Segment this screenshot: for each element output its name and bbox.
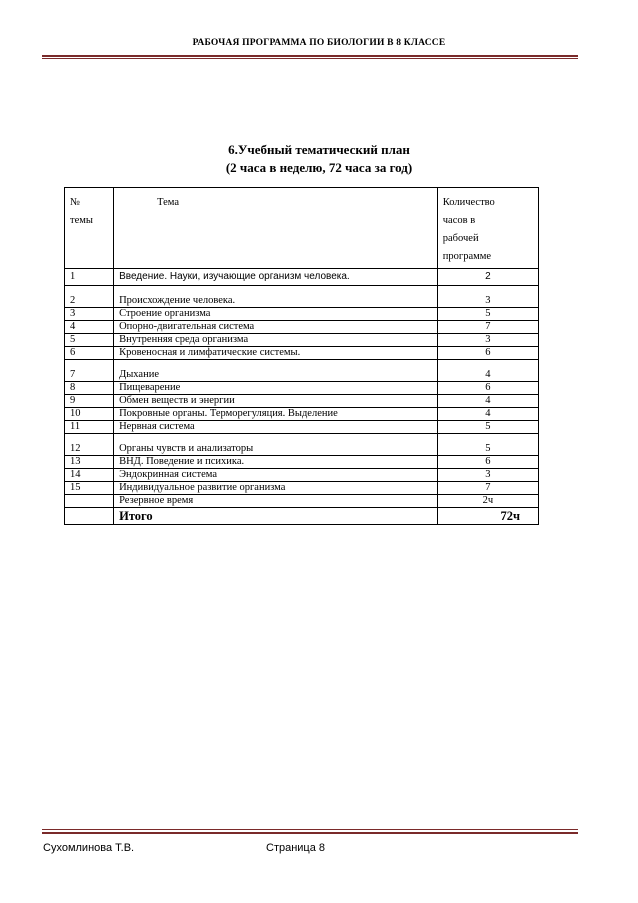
row-hours: 5 (437, 443, 538, 456)
row-hours: 2ч (437, 495, 538, 508)
row-num: 10 (65, 408, 114, 421)
row-topic: Резервное время (114, 495, 438, 508)
row-topic: Строение организма (114, 308, 438, 321)
row-num (65, 495, 114, 508)
table-row (65, 456, 539, 469)
row-topic: Эндокринная система (114, 469, 438, 482)
row-hours: 6 (437, 382, 538, 395)
header-topic-cell (114, 188, 438, 269)
row-topic: Пищеварение (114, 382, 438, 395)
row-hours: 6 (437, 456, 538, 469)
row-hours: 7 (437, 482, 538, 495)
table-row (65, 443, 539, 456)
header-topic: Тема (157, 197, 180, 208)
table-row (65, 369, 539, 382)
row-num: 4 (65, 321, 114, 334)
row-topic: Обмен веществ и энергии (114, 395, 438, 408)
row-num: 11 (65, 421, 114, 434)
total-label: Итого (114, 508, 438, 525)
row-hours: 5 (437, 421, 538, 434)
table-spacer (65, 434, 539, 444)
header-hours-cell (437, 188, 538, 269)
row-num: 9 (65, 395, 114, 408)
section-title: 6.Учебный тематический план (228, 142, 410, 157)
row-topic: Дыхание (114, 369, 438, 382)
table-total-row (65, 508, 539, 525)
header-hours-line: Количество (442, 197, 495, 208)
row-hours: 4 (437, 369, 538, 382)
table-row (65, 469, 539, 482)
header-num-cell (65, 188, 114, 269)
row-topic: Кровеносная и лимфатические системы. (114, 347, 438, 360)
row-num: 1 (65, 269, 114, 286)
row-num: 13 (65, 456, 114, 469)
table-row (65, 395, 539, 408)
header-num-line2: темы (70, 215, 93, 226)
row-hours: 5 (437, 308, 538, 321)
row-topic: Происхождение человека. (114, 295, 438, 308)
header-hours-line: программе (442, 251, 492, 262)
header-hours-line: рабочей (442, 233, 479, 244)
table-row (65, 295, 539, 308)
row-num: 6 (65, 347, 114, 360)
table-header-row (65, 188, 539, 269)
row-hours: 3 (437, 295, 538, 308)
table-row (65, 269, 539, 286)
row-num: 2 (65, 295, 114, 308)
footer-rule (42, 832, 578, 834)
table-row (65, 347, 539, 360)
row-num: 7 (65, 369, 114, 382)
row-topic: Внутренняя среда организма (114, 334, 438, 347)
table-spacer (65, 360, 539, 370)
row-hours: 2 (437, 269, 538, 286)
table-row (65, 308, 539, 321)
header-rule (42, 55, 578, 57)
header-num-line1: № (70, 197, 81, 208)
thematic-plan-table (64, 187, 539, 525)
table-row (65, 382, 539, 395)
table-row (65, 482, 539, 495)
total-hours: 72ч (437, 508, 538, 525)
row-hours: 3 (437, 334, 538, 347)
row-num: 3 (65, 308, 114, 321)
table-row (65, 421, 539, 434)
row-num: 14 (65, 469, 114, 482)
row-num: 12 (65, 443, 114, 456)
row-topic: Введение. Науки, изучающие организм человека. (114, 269, 438, 286)
header-hours-line: часов в (442, 215, 476, 226)
row-num: 8 (65, 382, 114, 395)
row-topic: Органы чувств и анализаторы (114, 443, 438, 456)
section-title-block (0, 141, 638, 177)
row-topic: Покровные органы. Терморегуляция. Выделение (114, 408, 438, 421)
footer-author: Сухомлинова Т.В. (43, 842, 135, 854)
row-topic: Опорно-двигательная система (114, 321, 438, 334)
row-topic: ВНД. Поведение и психика. (114, 456, 438, 469)
footer-rule-thin (42, 829, 578, 830)
row-topic: Индивидуальное развитие организма (114, 482, 438, 495)
header-rule-thin (42, 58, 578, 59)
footer-page-number: Страница 8 (266, 842, 326, 854)
row-num: 5 (65, 334, 114, 347)
table-row (65, 334, 539, 347)
row-hours: 6 (437, 347, 538, 360)
table-row (65, 408, 539, 421)
section-subtitle: (2 часа в неделю, 72 часа за год) (225, 160, 413, 175)
table-spacer (65, 286, 539, 296)
page-header: РАБОЧАЯ ПРОГРАММА ПО БИОЛОГИИ В 8 КЛАССЕ (192, 38, 446, 48)
row-hours: 4 (437, 395, 538, 408)
table-row (65, 321, 539, 334)
total-num (65, 508, 114, 525)
row-hours: 3 (437, 469, 538, 482)
row-hours: 7 (437, 321, 538, 334)
row-topic: Нервная система (114, 421, 438, 434)
row-hours: 4 (437, 408, 538, 421)
table-row-reserve (65, 495, 539, 508)
row-num: 15 (65, 482, 114, 495)
